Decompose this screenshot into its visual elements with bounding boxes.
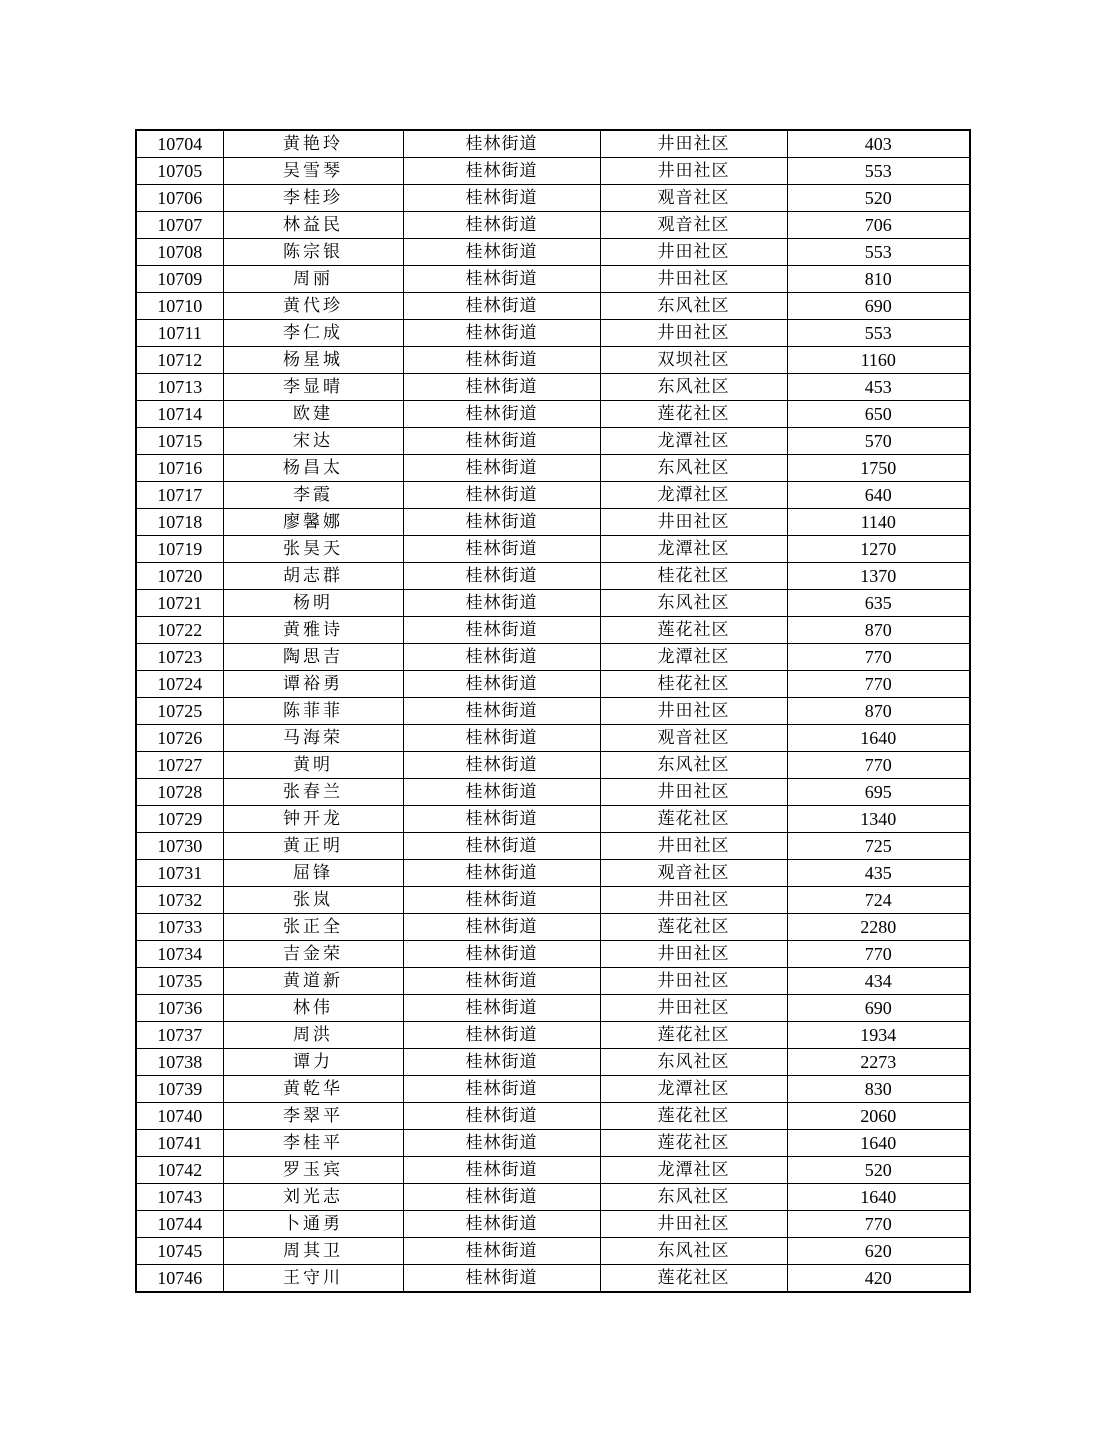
community-cell: 龙潭社区 bbox=[600, 428, 787, 455]
amount-cell: 724 bbox=[787, 887, 970, 914]
community-cell: 井田社区 bbox=[600, 158, 787, 185]
id-cell: 10732 bbox=[136, 887, 223, 914]
name-cell: 黄代珍 bbox=[223, 293, 403, 320]
street-cell: 桂林街道 bbox=[403, 752, 600, 779]
amount-cell: 2273 bbox=[787, 1049, 970, 1076]
community-cell: 观音社区 bbox=[600, 725, 787, 752]
table-row bbox=[136, 293, 970, 320]
amount-cell: 706 bbox=[787, 212, 970, 239]
table-row bbox=[136, 1211, 970, 1238]
table-row bbox=[136, 1022, 970, 1049]
amount-cell: 635 bbox=[787, 590, 970, 617]
table-row bbox=[136, 914, 970, 941]
name-cell: 林伟 bbox=[223, 995, 403, 1022]
table-row bbox=[136, 671, 970, 698]
name-cell: 李桂珍 bbox=[223, 185, 403, 212]
street-cell: 桂林街道 bbox=[403, 968, 600, 995]
name-cell: 黄乾华 bbox=[223, 1076, 403, 1103]
name-cell: 杨昌太 bbox=[223, 455, 403, 482]
amount-cell: 553 bbox=[787, 239, 970, 266]
community-cell: 井田社区 bbox=[600, 509, 787, 536]
community-cell: 双坝社区 bbox=[600, 347, 787, 374]
table-row bbox=[136, 1076, 970, 1103]
amount-cell: 650 bbox=[787, 401, 970, 428]
table-row bbox=[136, 1103, 970, 1130]
community-cell: 莲花社区 bbox=[600, 1265, 787, 1293]
street-cell: 桂林街道 bbox=[403, 779, 600, 806]
amount-cell: 1640 bbox=[787, 1130, 970, 1157]
name-cell: 宋达 bbox=[223, 428, 403, 455]
street-cell: 桂林街道 bbox=[403, 644, 600, 671]
name-cell: 钟开龙 bbox=[223, 806, 403, 833]
community-cell: 井田社区 bbox=[600, 239, 787, 266]
street-cell: 桂林街道 bbox=[403, 320, 600, 347]
community-cell: 井田社区 bbox=[600, 941, 787, 968]
street-cell: 桂林街道 bbox=[403, 482, 600, 509]
community-cell: 观音社区 bbox=[600, 860, 787, 887]
amount-cell: 435 bbox=[787, 860, 970, 887]
id-cell: 10734 bbox=[136, 941, 223, 968]
table-row bbox=[136, 239, 970, 266]
table-row bbox=[136, 590, 970, 617]
community-cell: 龙潭社区 bbox=[600, 536, 787, 563]
name-cell: 杨明 bbox=[223, 590, 403, 617]
community-cell: 龙潭社区 bbox=[600, 1076, 787, 1103]
id-cell: 10709 bbox=[136, 266, 223, 293]
amount-cell: 553 bbox=[787, 320, 970, 347]
id-cell: 10740 bbox=[136, 1103, 223, 1130]
amount-cell: 870 bbox=[787, 617, 970, 644]
community-cell: 莲花社区 bbox=[600, 1022, 787, 1049]
id-cell: 10727 bbox=[136, 752, 223, 779]
street-cell: 桂林街道 bbox=[403, 130, 600, 158]
id-cell: 10705 bbox=[136, 158, 223, 185]
table-row bbox=[136, 1265, 970, 1293]
street-cell: 桂林街道 bbox=[403, 293, 600, 320]
community-cell: 东风社区 bbox=[600, 455, 787, 482]
amount-cell: 434 bbox=[787, 968, 970, 995]
name-cell: 李翠平 bbox=[223, 1103, 403, 1130]
name-cell: 李霞 bbox=[223, 482, 403, 509]
amount-cell: 1140 bbox=[787, 509, 970, 536]
name-cell: 吴雪琴 bbox=[223, 158, 403, 185]
table-row bbox=[136, 1157, 970, 1184]
street-cell: 桂林街道 bbox=[403, 509, 600, 536]
amount-cell: 520 bbox=[787, 1157, 970, 1184]
amount-cell: 1340 bbox=[787, 806, 970, 833]
id-cell: 10738 bbox=[136, 1049, 223, 1076]
table-row bbox=[136, 536, 970, 563]
amount-cell: 420 bbox=[787, 1265, 970, 1293]
id-cell: 10711 bbox=[136, 320, 223, 347]
table-row bbox=[136, 1049, 970, 1076]
table-row bbox=[136, 320, 970, 347]
id-cell: 10728 bbox=[136, 779, 223, 806]
table-row bbox=[136, 1130, 970, 1157]
street-cell: 桂林街道 bbox=[403, 266, 600, 293]
name-cell: 周其卫 bbox=[223, 1238, 403, 1265]
id-cell: 10733 bbox=[136, 914, 223, 941]
table-row bbox=[136, 779, 970, 806]
community-cell: 莲花社区 bbox=[600, 401, 787, 428]
id-cell: 10716 bbox=[136, 455, 223, 482]
amount-cell: 1640 bbox=[787, 1184, 970, 1211]
id-cell: 10745 bbox=[136, 1238, 223, 1265]
amount-cell: 810 bbox=[787, 266, 970, 293]
community-cell: 井田社区 bbox=[600, 1211, 787, 1238]
amount-cell: 620 bbox=[787, 1238, 970, 1265]
street-cell: 桂林街道 bbox=[403, 1211, 600, 1238]
street-cell: 桂林街道 bbox=[403, 1184, 600, 1211]
table-row bbox=[136, 698, 970, 725]
id-cell: 10710 bbox=[136, 293, 223, 320]
id-cell: 10713 bbox=[136, 374, 223, 401]
id-cell: 10704 bbox=[136, 130, 223, 158]
record-table bbox=[135, 129, 971, 1293]
street-cell: 桂林街道 bbox=[403, 806, 600, 833]
id-cell: 10746 bbox=[136, 1265, 223, 1293]
id-cell: 10718 bbox=[136, 509, 223, 536]
community-cell: 东风社区 bbox=[600, 374, 787, 401]
street-cell: 桂林街道 bbox=[403, 1076, 600, 1103]
table-row bbox=[136, 428, 970, 455]
community-cell: 桂花社区 bbox=[600, 563, 787, 590]
community-cell: 观音社区 bbox=[600, 212, 787, 239]
street-cell: 桂林街道 bbox=[403, 1022, 600, 1049]
table-row bbox=[136, 158, 970, 185]
table-row bbox=[136, 563, 970, 590]
name-cell: 黄雅诗 bbox=[223, 617, 403, 644]
name-cell: 刘光志 bbox=[223, 1184, 403, 1211]
community-cell: 井田社区 bbox=[600, 968, 787, 995]
id-cell: 10720 bbox=[136, 563, 223, 590]
street-cell: 桂林街道 bbox=[403, 617, 600, 644]
community-cell: 龙潭社区 bbox=[600, 1157, 787, 1184]
amount-cell: 2280 bbox=[787, 914, 970, 941]
name-cell: 陈宗银 bbox=[223, 239, 403, 266]
amount-cell: 690 bbox=[787, 995, 970, 1022]
name-cell: 屈锋 bbox=[223, 860, 403, 887]
street-cell: 桂林街道 bbox=[403, 914, 600, 941]
table-row bbox=[136, 806, 970, 833]
name-cell: 黄艳玲 bbox=[223, 130, 403, 158]
table-row bbox=[136, 482, 970, 509]
street-cell: 桂林街道 bbox=[403, 887, 600, 914]
amount-cell: 1934 bbox=[787, 1022, 970, 1049]
name-cell: 罗玉宾 bbox=[223, 1157, 403, 1184]
id-cell: 10719 bbox=[136, 536, 223, 563]
name-cell: 黄明 bbox=[223, 752, 403, 779]
name-cell: 李桂平 bbox=[223, 1130, 403, 1157]
street-cell: 桂林街道 bbox=[403, 158, 600, 185]
amount-cell: 403 bbox=[787, 130, 970, 158]
street-cell: 桂林街道 bbox=[403, 428, 600, 455]
id-cell: 10714 bbox=[136, 401, 223, 428]
street-cell: 桂林街道 bbox=[403, 1238, 600, 1265]
community-cell: 东风社区 bbox=[600, 293, 787, 320]
amount-cell: 570 bbox=[787, 428, 970, 455]
street-cell: 桂林街道 bbox=[403, 590, 600, 617]
amount-cell: 520 bbox=[787, 185, 970, 212]
community-cell: 东风社区 bbox=[600, 1049, 787, 1076]
id-cell: 10723 bbox=[136, 644, 223, 671]
table-row bbox=[136, 860, 970, 887]
id-cell: 10706 bbox=[136, 185, 223, 212]
table-row bbox=[136, 725, 970, 752]
id-cell: 10724 bbox=[136, 671, 223, 698]
table-row bbox=[136, 1238, 970, 1265]
table-row bbox=[136, 617, 970, 644]
name-cell: 张春兰 bbox=[223, 779, 403, 806]
id-cell: 10744 bbox=[136, 1211, 223, 1238]
name-cell: 王守川 bbox=[223, 1265, 403, 1293]
name-cell: 张岚 bbox=[223, 887, 403, 914]
community-cell: 东风社区 bbox=[600, 752, 787, 779]
amount-cell: 695 bbox=[787, 779, 970, 806]
amount-cell: 2060 bbox=[787, 1103, 970, 1130]
community-cell: 龙潭社区 bbox=[600, 482, 787, 509]
name-cell: 李显晴 bbox=[223, 374, 403, 401]
street-cell: 桂林街道 bbox=[403, 239, 600, 266]
name-cell: 张正全 bbox=[223, 914, 403, 941]
name-cell: 欧建 bbox=[223, 401, 403, 428]
id-cell: 10731 bbox=[136, 860, 223, 887]
community-cell: 莲花社区 bbox=[600, 806, 787, 833]
amount-cell: 770 bbox=[787, 644, 970, 671]
amount-cell: 453 bbox=[787, 374, 970, 401]
table-row bbox=[136, 374, 970, 401]
street-cell: 桂林街道 bbox=[403, 455, 600, 482]
amount-cell: 1640 bbox=[787, 725, 970, 752]
id-cell: 10730 bbox=[136, 833, 223, 860]
name-cell: 卜通勇 bbox=[223, 1211, 403, 1238]
street-cell: 桂林街道 bbox=[403, 833, 600, 860]
name-cell: 陶思吉 bbox=[223, 644, 403, 671]
community-cell: 井田社区 bbox=[600, 995, 787, 1022]
name-cell: 张昊天 bbox=[223, 536, 403, 563]
community-cell: 莲花社区 bbox=[600, 617, 787, 644]
amount-cell: 770 bbox=[787, 671, 970, 698]
street-cell: 桂林街道 bbox=[403, 860, 600, 887]
street-cell: 桂林街道 bbox=[403, 374, 600, 401]
id-cell: 10722 bbox=[136, 617, 223, 644]
community-cell: 龙潭社区 bbox=[600, 644, 787, 671]
id-cell: 10735 bbox=[136, 968, 223, 995]
community-cell: 井田社区 bbox=[600, 320, 787, 347]
table-body bbox=[136, 130, 970, 1292]
table-row bbox=[136, 266, 970, 293]
community-cell: 井田社区 bbox=[600, 779, 787, 806]
street-cell: 桂林街道 bbox=[403, 941, 600, 968]
id-cell: 10715 bbox=[136, 428, 223, 455]
community-cell: 井田社区 bbox=[600, 833, 787, 860]
name-cell: 胡志群 bbox=[223, 563, 403, 590]
street-cell: 桂林街道 bbox=[403, 1103, 600, 1130]
street-cell: 桂林街道 bbox=[403, 212, 600, 239]
street-cell: 桂林街道 bbox=[403, 1130, 600, 1157]
community-cell: 东风社区 bbox=[600, 590, 787, 617]
id-cell: 10725 bbox=[136, 698, 223, 725]
amount-cell: 1270 bbox=[787, 536, 970, 563]
table-row bbox=[136, 887, 970, 914]
table-row bbox=[136, 833, 970, 860]
street-cell: 桂林街道 bbox=[403, 347, 600, 374]
community-cell: 东风社区 bbox=[600, 1238, 787, 1265]
amount-cell: 553 bbox=[787, 158, 970, 185]
street-cell: 桂林街道 bbox=[403, 698, 600, 725]
table-row bbox=[136, 644, 970, 671]
community-cell: 莲花社区 bbox=[600, 914, 787, 941]
street-cell: 桂林街道 bbox=[403, 401, 600, 428]
name-cell: 吉金荣 bbox=[223, 941, 403, 968]
street-cell: 桂林街道 bbox=[403, 185, 600, 212]
id-cell: 10736 bbox=[136, 995, 223, 1022]
community-cell: 井田社区 bbox=[600, 130, 787, 158]
name-cell: 马海荣 bbox=[223, 725, 403, 752]
community-cell: 东风社区 bbox=[600, 1184, 787, 1211]
name-cell: 黄道新 bbox=[223, 968, 403, 995]
amount-cell: 1370 bbox=[787, 563, 970, 590]
community-cell: 观音社区 bbox=[600, 185, 787, 212]
id-cell: 10739 bbox=[136, 1076, 223, 1103]
table-row bbox=[136, 347, 970, 374]
amount-cell: 770 bbox=[787, 752, 970, 779]
table-row bbox=[136, 130, 970, 158]
street-cell: 桂林街道 bbox=[403, 1049, 600, 1076]
id-cell: 10707 bbox=[136, 212, 223, 239]
table-row bbox=[136, 1184, 970, 1211]
street-cell: 桂林街道 bbox=[403, 671, 600, 698]
community-cell: 井田社区 bbox=[600, 266, 787, 293]
table-row bbox=[136, 752, 970, 779]
amount-cell: 770 bbox=[787, 1211, 970, 1238]
community-cell: 井田社区 bbox=[600, 698, 787, 725]
name-cell: 陈菲菲 bbox=[223, 698, 403, 725]
amount-cell: 725 bbox=[787, 833, 970, 860]
community-cell: 莲花社区 bbox=[600, 1103, 787, 1130]
table-row bbox=[136, 509, 970, 536]
id-cell: 10708 bbox=[136, 239, 223, 266]
name-cell: 周洪 bbox=[223, 1022, 403, 1049]
id-cell: 10741 bbox=[136, 1130, 223, 1157]
name-cell: 林益民 bbox=[223, 212, 403, 239]
table-row bbox=[136, 455, 970, 482]
name-cell: 谭力 bbox=[223, 1049, 403, 1076]
id-cell: 10726 bbox=[136, 725, 223, 752]
street-cell: 桂林街道 bbox=[403, 725, 600, 752]
amount-cell: 1160 bbox=[787, 347, 970, 374]
table-row bbox=[136, 212, 970, 239]
id-cell: 10721 bbox=[136, 590, 223, 617]
name-cell: 杨星城 bbox=[223, 347, 403, 374]
community-cell: 桂花社区 bbox=[600, 671, 787, 698]
id-cell: 10717 bbox=[136, 482, 223, 509]
street-cell: 桂林街道 bbox=[403, 995, 600, 1022]
amount-cell: 1750 bbox=[787, 455, 970, 482]
amount-cell: 830 bbox=[787, 1076, 970, 1103]
table-row bbox=[136, 185, 970, 212]
amount-cell: 640 bbox=[787, 482, 970, 509]
name-cell: 谭裕勇 bbox=[223, 671, 403, 698]
id-cell: 10737 bbox=[136, 1022, 223, 1049]
street-cell: 桂林街道 bbox=[403, 1157, 600, 1184]
street-cell: 桂林街道 bbox=[403, 1265, 600, 1293]
amount-cell: 870 bbox=[787, 698, 970, 725]
table-row bbox=[136, 995, 970, 1022]
id-cell: 10729 bbox=[136, 806, 223, 833]
community-cell: 井田社区 bbox=[600, 887, 787, 914]
street-cell: 桂林街道 bbox=[403, 563, 600, 590]
name-cell: 黄正明 bbox=[223, 833, 403, 860]
table-row bbox=[136, 968, 970, 995]
community-cell: 莲花社区 bbox=[600, 1130, 787, 1157]
table-row bbox=[136, 941, 970, 968]
name-cell: 廖馨娜 bbox=[223, 509, 403, 536]
id-cell: 10712 bbox=[136, 347, 223, 374]
id-cell: 10743 bbox=[136, 1184, 223, 1211]
name-cell: 李仁成 bbox=[223, 320, 403, 347]
amount-cell: 770 bbox=[787, 941, 970, 968]
street-cell: 桂林街道 bbox=[403, 536, 600, 563]
table-row bbox=[136, 401, 970, 428]
amount-cell: 690 bbox=[787, 293, 970, 320]
name-cell: 周丽 bbox=[223, 266, 403, 293]
id-cell: 10742 bbox=[136, 1157, 223, 1184]
